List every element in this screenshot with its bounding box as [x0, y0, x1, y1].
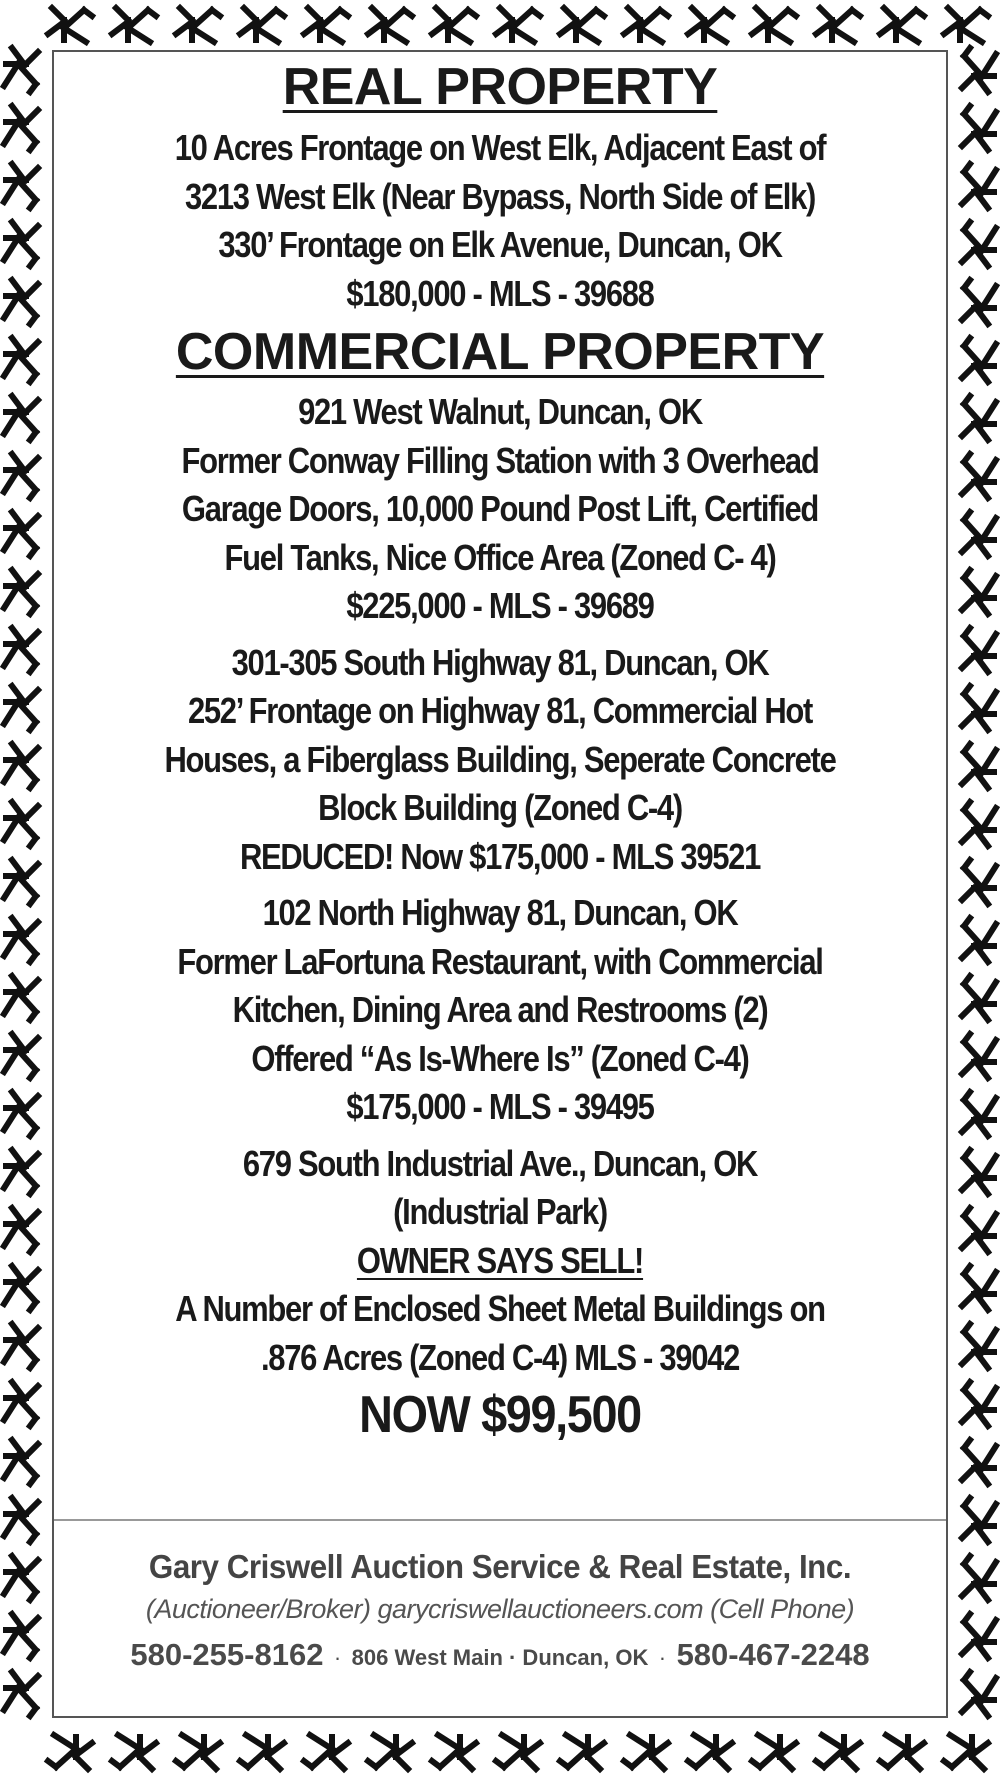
real-property-heading: REAL PROPERTY	[282, 58, 718, 116]
listing-line: 252’ Frontage on Highway 81, Commercial Hot	[187, 690, 813, 731]
border-motif	[560, 1735, 604, 1769]
border-motif	[4, 1556, 38, 1600]
separator: ·	[333, 1645, 342, 1670]
broker-phone: 580-255-8162	[130, 1637, 324, 1672]
border-motif	[752, 8, 796, 42]
border-motif	[4, 1498, 38, 1542]
border-motif	[962, 396, 996, 440]
border-motif	[962, 1266, 996, 1310]
border-motif	[560, 8, 604, 42]
border-motif	[962, 280, 996, 324]
listing-south-highway-81	[54, 639, 946, 882]
listing-line: .876 Acres (Zoned C-4) MLS - 39042	[260, 1336, 740, 1378]
border-motif	[962, 628, 996, 672]
border-motif	[880, 1735, 924, 1769]
listing-south-industrial	[54, 1140, 946, 1447]
border-motif	[962, 1382, 996, 1426]
border-motif	[962, 48, 996, 92]
border-motif	[962, 1498, 996, 1542]
border-motif	[962, 976, 996, 1020]
border-motif	[48, 1735, 92, 1769]
listing-price: $175,000 - MLS - 39495	[346, 1086, 654, 1127]
company-name: Gary Criswell Auction Service & Real Estate, Inc.	[148, 1548, 852, 1585]
border-motif	[4, 1208, 38, 1252]
border-motif	[176, 8, 220, 42]
border-motif	[304, 1735, 348, 1769]
commercial-property-heading: COMMERCIAL PROPERTY	[175, 323, 825, 381]
border-motif	[4, 1034, 38, 1078]
border-motif	[4, 396, 38, 440]
listing-line: Block Building (Zoned C-4)	[318, 787, 682, 828]
listing-line: Fuel Tanks, Nice Office Area (Zoned C- 4)	[224, 536, 776, 578]
border-motif	[962, 744, 996, 788]
border-motif	[962, 1672, 996, 1716]
listing-line: Garage Doors, 10,000 Pound Post Lift, Certified	[181, 488, 819, 529]
owner-says-sell: OWNER SAYS SELL!	[356, 1239, 644, 1281]
listing-line: Houses, a Fiberglass Building, Seperate Concrete	[164, 738, 836, 780]
border-motif	[962, 802, 996, 846]
listing-line: 10 Acres Frontage on West Elk, Adjacent East of	[174, 127, 826, 168]
border-motif	[688, 1735, 732, 1769]
border-motif	[962, 1556, 996, 1600]
border-motif	[962, 1614, 996, 1658]
listing-address: 301-305 South Highway 81, Duncan, OK	[231, 641, 769, 683]
listing-address: 921 West Walnut, Duncan, OK	[298, 391, 702, 432]
border-motif	[4, 106, 38, 150]
border-motif	[176, 1735, 220, 1769]
border-motif	[962, 338, 996, 382]
border-motif	[240, 8, 284, 42]
border-motif	[962, 164, 996, 208]
border-motif	[4, 802, 38, 846]
listing-west-walnut	[54, 388, 946, 631]
border-motif	[4, 570, 38, 614]
listing-line: Former Conway Filling Station with 3 Overhead	[181, 439, 819, 481]
border-motif	[368, 1735, 412, 1769]
border-motif	[4, 48, 38, 92]
border-motif	[962, 106, 996, 150]
border-motif	[496, 8, 540, 42]
border-motif	[4, 628, 38, 672]
border-motif	[4, 1614, 38, 1658]
border-motif	[112, 8, 156, 42]
office-address: 806 West Main · Duncan, OK	[351, 1645, 649, 1670]
border-motif	[4, 1150, 38, 1194]
ad-panel	[52, 50, 948, 1718]
border-motif	[112, 1735, 156, 1769]
border-motif	[962, 570, 996, 614]
border-motif	[4, 1092, 38, 1136]
border-motif	[944, 8, 988, 42]
border-motif	[880, 8, 924, 42]
listing-price: $225,000 - MLS - 39689	[346, 585, 654, 626]
border-motif	[432, 1735, 476, 1769]
border-motif	[962, 1092, 996, 1136]
border-motif	[962, 512, 996, 556]
separator: ·	[658, 1645, 667, 1670]
border-motif	[962, 1150, 996, 1194]
border-motif	[4, 280, 38, 324]
border-motif	[4, 860, 38, 904]
border-motif	[4, 1440, 38, 1484]
border-motif	[962, 454, 996, 498]
border-motif	[48, 8, 92, 42]
cell-phone: 580-467-2248	[676, 1637, 870, 1672]
border-motif	[4, 338, 38, 382]
border-motif	[4, 1382, 38, 1426]
border-motif	[962, 860, 996, 904]
listing-price: $180,000 - MLS - 39688	[346, 272, 654, 314]
border-motif	[962, 1324, 996, 1368]
border-motif	[4, 1324, 38, 1368]
border-motif	[688, 8, 732, 42]
border-motif	[4, 1266, 38, 1310]
listing-line: Offered “As Is-Where Is” (Zoned C-4)	[251, 1037, 749, 1079]
border-motif	[4, 1672, 38, 1716]
company-footer	[54, 1519, 946, 1716]
border-motif	[368, 8, 412, 42]
border-motif	[4, 164, 38, 208]
border-motif	[4, 976, 38, 1020]
listing-content	[54, 52, 946, 1446]
listing-address: 102 North Highway 81, Duncan, OK	[262, 892, 738, 933]
border-motif	[816, 1735, 860, 1769]
border-motif	[240, 1735, 284, 1769]
listing-line: Kitchen, Dining Area and Restrooms (2)	[232, 989, 768, 1030]
listing-north-highway-81	[54, 889, 946, 1132]
border-motif	[4, 686, 38, 730]
listing-line: Former LaFortuna Restaurant, with Commercial	[177, 940, 823, 982]
border-motif	[624, 8, 668, 42]
border-motif	[962, 222, 996, 266]
border-motif	[962, 918, 996, 962]
listing-line: (Industrial Park)	[393, 1191, 607, 1232]
listing-address: 679 South Industrial Ave., Duncan, OK	[242, 1142, 758, 1184]
border-motif	[4, 454, 38, 498]
border-motif	[496, 1735, 540, 1769]
border-motif	[624, 1735, 668, 1769]
company-subtitle: (Auctioneer/Broker) garycriswellauctioneers.com (Cell Phone)	[145, 1594, 855, 1624]
listing-price: REDUCED! Now $175,000 - MLS 39521	[239, 835, 761, 877]
border-motif	[962, 686, 996, 730]
contact-line	[54, 1635, 946, 1681]
border-motif	[962, 1034, 996, 1078]
border-motif	[4, 222, 38, 266]
border-motif	[304, 8, 348, 42]
border-motif	[816, 8, 860, 42]
listing-line: 330’ Frontage on Elk Avenue, Duncan, OK	[218, 224, 782, 265]
border-motif	[4, 918, 38, 962]
border-motif	[962, 1208, 996, 1252]
listing-line: A Number of Enclosed Sheet Metal Buildings on	[175, 1288, 825, 1329]
border-motif	[4, 512, 38, 556]
border-motif	[752, 1735, 796, 1769]
listing-line: 3213 West Elk (Near Bypass, North Side of Elk)	[184, 175, 816, 217]
border-motif	[432, 8, 476, 42]
listing-elk-land	[54, 124, 946, 318]
border-motif	[944, 1735, 988, 1769]
border-motif	[4, 744, 38, 788]
listing-price: NOW $99,500	[359, 1386, 641, 1444]
border-motif	[962, 1440, 996, 1484]
